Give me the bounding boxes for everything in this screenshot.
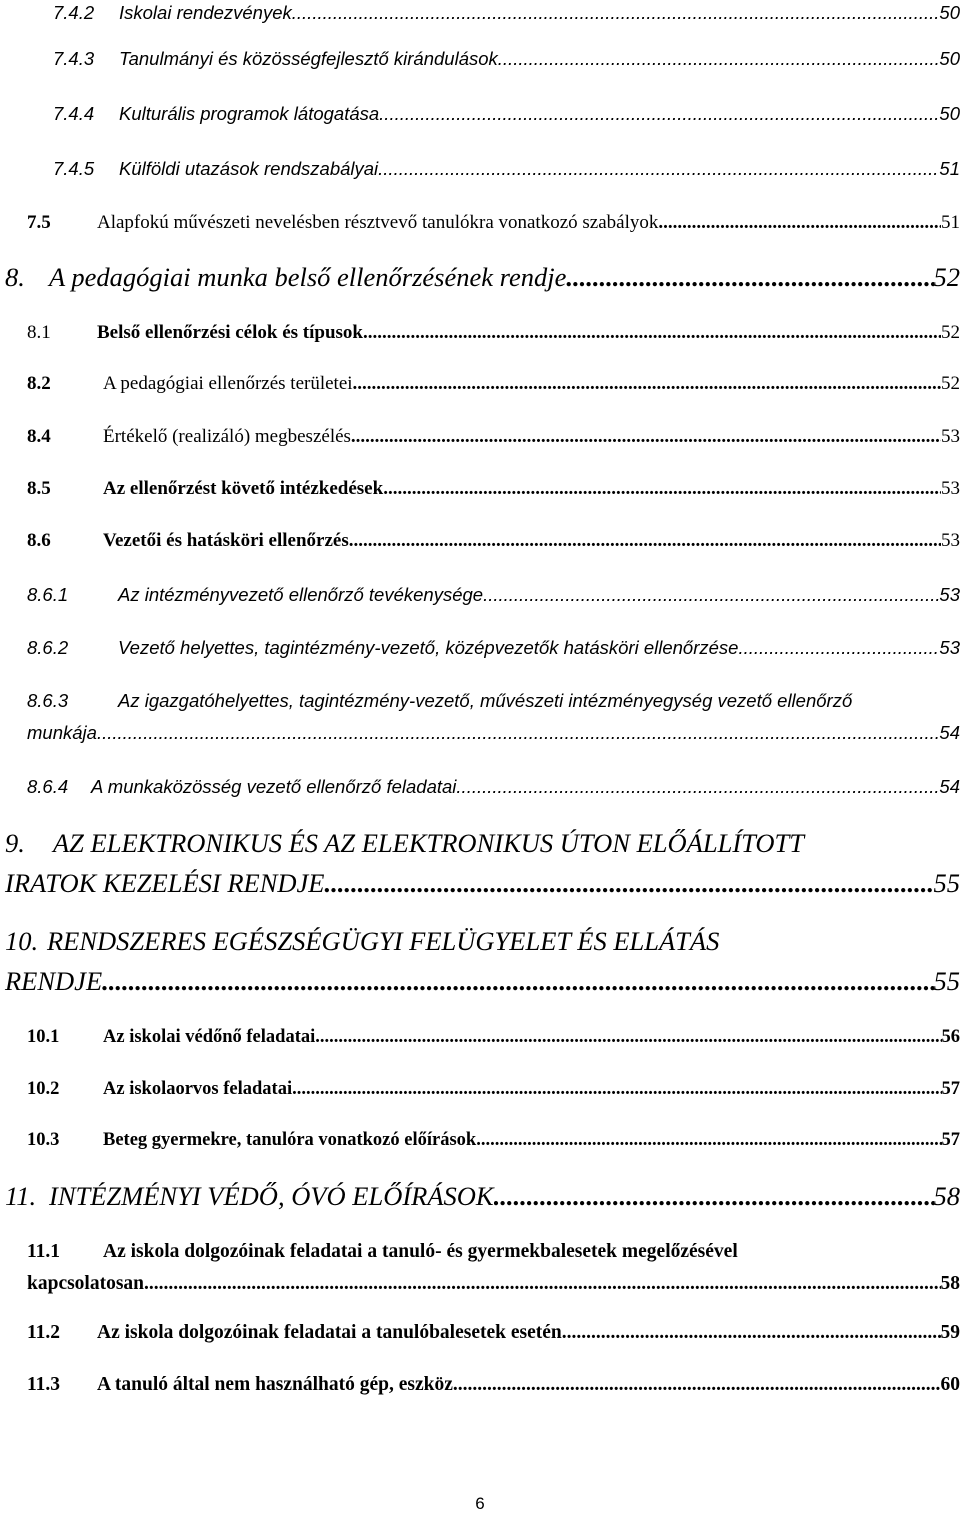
toc-entry-number: 11.2 <box>27 1322 61 1343</box>
toc-entry-line-1 <box>27 1241 960 1271</box>
toc-entry-title-continued: IRATOK KEZELÉSI RENDJE <box>5 868 325 898</box>
toc-leader-dots <box>315 1027 941 1048</box>
toc-entry-8-6[interactable] <box>27 530 960 560</box>
toc-entry-number: 7.4.4 <box>53 103 95 124</box>
toc-entry-title: Belső ellenőrzési célok és típusok <box>97 322 363 343</box>
toc-entry-8[interactable] <box>5 262 960 298</box>
toc-entry-line-2 <box>27 1273 960 1303</box>
toc-entry-number: 8.1 <box>27 322 51 343</box>
toc-leader-dots <box>379 103 939 125</box>
toc-entry-8-6-1[interactable] <box>27 584 960 612</box>
toc-entry-title: AZ ELEKTRONIKUS ÉS AZ ELEKTRONIKUS ÚTON ELŐÁLLÍTOTT <box>53 828 805 858</box>
toc-entry-number: 7.4.3 <box>53 48 95 69</box>
toc-entry-title: Értékelő (realizáló) megbeszélés <box>103 426 351 447</box>
toc-entry-page: 55 <box>933 966 960 996</box>
toc-leader-dots <box>378 158 939 180</box>
toc-entry-7-4-5[interactable] <box>53 158 960 186</box>
toc-entry-number: 10.1 <box>27 1027 60 1047</box>
toc-entry-page: 59 <box>940 1322 960 1343</box>
toc-leader-dots <box>456 776 939 798</box>
page-number: 6 <box>475 1494 485 1513</box>
toc-entry-page: 52 <box>941 373 960 394</box>
toc-entry-number: 8. <box>5 262 25 292</box>
toc-entry-number: 8.6.3 <box>27 690 69 711</box>
toc-entry-number: 7.4.2 <box>53 2 95 23</box>
toc-entry-number: 9. <box>5 828 25 858</box>
toc-entry-title: Alapfokú művészeti nevelésben résztvevő tanulókra vonatkozó szabályok <box>97 212 659 233</box>
toc-entry-7-5[interactable] <box>27 212 960 242</box>
toc-entry-title-continued: munkája <box>27 722 97 743</box>
toc-entry-number: 11.3 <box>27 1374 61 1395</box>
toc-entry-title: A tanuló által nem használható gép, eszköz <box>97 1374 453 1395</box>
toc-leader-dots <box>349 530 941 552</box>
toc-entry-page: 54 <box>939 776 960 797</box>
toc-entry-line-1 <box>5 828 960 864</box>
toc-leader-dots <box>453 1374 941 1396</box>
toc-entry-page: 57 <box>941 1079 960 1099</box>
toc-entry-title: A pedagógiai munka belső ellenőrzésének rendje <box>49 262 567 292</box>
toc-entry-line-2 <box>5 966 960 1002</box>
toc-entry-number: 8.5 <box>27 478 51 499</box>
toc-entry-7-4-4[interactable] <box>53 103 960 131</box>
toc-entry-line-1 <box>27 690 960 718</box>
toc-leader-dots <box>363 322 941 344</box>
toc-entry-11-2[interactable] <box>27 1322 960 1352</box>
toc-entry-page: 51 <box>939 158 960 179</box>
toc-entry-page: 52 <box>933 262 960 292</box>
toc-entry-8-5[interactable] <box>27 478 960 508</box>
toc-leader-dots <box>292 2 940 24</box>
toc-leader-dots <box>102 966 933 997</box>
toc-entry-title: Vezető helyettes, tagintézmény-vezető, középvezetők hatásköri ellenőrzése <box>118 637 739 658</box>
toc-entry-number: 10.3 <box>27 1130 60 1150</box>
toc-entry-7-4-2[interactable] <box>53 0 960 26</box>
toc-entry-page: 60 <box>940 1374 960 1395</box>
toc-entry-title: Külföldi utazások rendszabályai <box>119 158 379 179</box>
toc-entry-title: Az iskola dolgozóinak feladatai a tanulóbalesetek esetén <box>97 1322 562 1343</box>
toc-entry-10[interactable] <box>5 926 960 1004</box>
toc-leader-dots <box>353 373 941 395</box>
toc-entry-title: INTÉZMÉNYI VÉDŐ, ÓVÓ ELŐÍRÁSOK <box>49 1181 494 1211</box>
toc-leader-dots <box>383 478 941 500</box>
toc-entry-title: Az intézményvezető ellenőrző tevékenysége <box>118 584 484 605</box>
toc-entry-title: Az ellenőrzést követő intézkedések <box>103 478 384 499</box>
toc-leader-dots <box>562 1322 941 1344</box>
toc-leader-dots <box>292 1079 941 1100</box>
toc-entry-10-3[interactable] <box>27 1130 960 1160</box>
toc-entry-title: Az igazgatóhelyettes, tagintézmény-vezető, művészeti intézményegység vezető ellenőrző <box>118 690 853 711</box>
toc-entry-title: A pedagógiai ellenőrzés területei <box>103 373 353 394</box>
toc-entry-page: 56 <box>941 1027 960 1047</box>
toc-entry-title: Beteg gyermekre, tanulóra vonatkozó előírások. <box>103 1130 481 1150</box>
toc-entry-number: 8.6 <box>27 530 51 551</box>
toc-entry-title: Az iskolai védőnő feladatai <box>103 1027 316 1047</box>
toc-leader-dots <box>483 584 939 606</box>
toc-entry-page: 52 <box>941 322 960 343</box>
toc-entry-number: 8.6.4 <box>27 776 69 797</box>
toc-entry-title: RENDSZERES EGÉSZSÉGÜGYI FELÜGYELET ÉS ELLÁTÁS <box>47 926 720 956</box>
toc-entry-page: 58 <box>940 1273 960 1294</box>
toc-entry-title: Tanulmányi és közösségfejlesztő kirándulások <box>119 48 498 69</box>
toc-entry-page: 53 <box>941 478 960 499</box>
toc-entry-8-2[interactable] <box>27 373 960 403</box>
toc-entry-page: 50 <box>939 2 960 23</box>
toc-entry-page: 54 <box>939 722 960 743</box>
toc-entry-11-1[interactable] <box>27 1241 960 1303</box>
toc-entry-title: Iskolai rendezvények <box>119 2 292 23</box>
toc-entry-number: 10.2 <box>27 1079 60 1099</box>
toc-entry-title: Vezetői és hatásköri ellenőrzés <box>103 530 349 551</box>
toc-entry-title: Az iskola dolgozóinak feladatai a tanuló- és gyermekbalesetek megelőzésével <box>103 1241 738 1262</box>
toc-entry-line-2 <box>27 722 960 750</box>
toc-entry-title-continued: kapcsolatosan <box>27 1273 145 1294</box>
toc-entry-number: 11. <box>5 1181 37 1211</box>
toc-entry-8-6-2[interactable] <box>27 637 960 665</box>
toc-entry-page: 50 <box>939 103 960 124</box>
toc-entry-title: Kulturális programok látogatása <box>119 103 380 124</box>
toc-entry-page: 53 <box>939 637 960 658</box>
toc-entry-8-6-3[interactable] <box>27 690 960 750</box>
toc-leader-dots <box>658 212 941 234</box>
toc-entry-page: 53 <box>939 584 960 605</box>
toc-entry-page: 57 <box>941 1130 960 1150</box>
toc-entry-9[interactable] <box>5 828 960 906</box>
toc-entry-page: 53 <box>941 530 960 551</box>
toc-entry-number: 7.4.5 <box>53 158 95 179</box>
toc-entry-7-4-3[interactable] <box>53 48 960 76</box>
toc-entry-title: A munkaközösség vezető ellenőrző feladatai <box>91 776 457 797</box>
toc-entry-number: 8.6.2 <box>27 637 69 658</box>
toc-entry-10-2[interactable] <box>27 1079 960 1109</box>
toc-leader-dots <box>481 1130 942 1151</box>
toc-entry-10-1[interactable] <box>27 1027 960 1057</box>
toc-leader-dots <box>494 1181 934 1212</box>
toc-entry-11[interactable] <box>5 1181 960 1217</box>
toc-entry-page: 58 <box>933 1181 960 1211</box>
toc-entry-number: 11.1 <box>27 1241 61 1262</box>
toc-entry-8-1[interactable] <box>27 322 960 352</box>
toc-leader-dots <box>144 1273 940 1295</box>
toc-leader-dots <box>566 262 933 293</box>
toc-entry-number: 8.2 <box>27 373 51 394</box>
toc-leader-dots <box>97 722 939 744</box>
toc-leader-dots <box>738 637 939 659</box>
toc-leader-dots <box>351 426 941 448</box>
toc-entry-title-continued: RENDJE <box>5 966 103 996</box>
toc-entry-8-4[interactable] <box>27 426 960 456</box>
toc-entry-page: 51 <box>941 212 960 233</box>
toc-entry-page: 50 <box>939 48 960 69</box>
toc-entry-line-1 <box>5 926 960 962</box>
toc-entry-line-2 <box>5 868 960 904</box>
toc-entry-11-3[interactable] <box>27 1374 960 1404</box>
toc-entry-page: 53 <box>941 426 960 447</box>
toc-entry-number: 10. <box>5 926 39 956</box>
toc-leader-dots <box>324 868 933 899</box>
toc-entry-8-6-4[interactable] <box>27 776 960 804</box>
toc-entry-number: 8.4 <box>27 426 51 447</box>
toc-entry-number: 7.5 <box>27 212 51 233</box>
toc-leader-dots <box>498 48 940 70</box>
toc-entry-title: Az iskolaorvos feladatai <box>103 1079 293 1099</box>
toc-entry-number: 8.6.1 <box>27 584 69 605</box>
toc-entry-page: 55 <box>933 868 960 898</box>
